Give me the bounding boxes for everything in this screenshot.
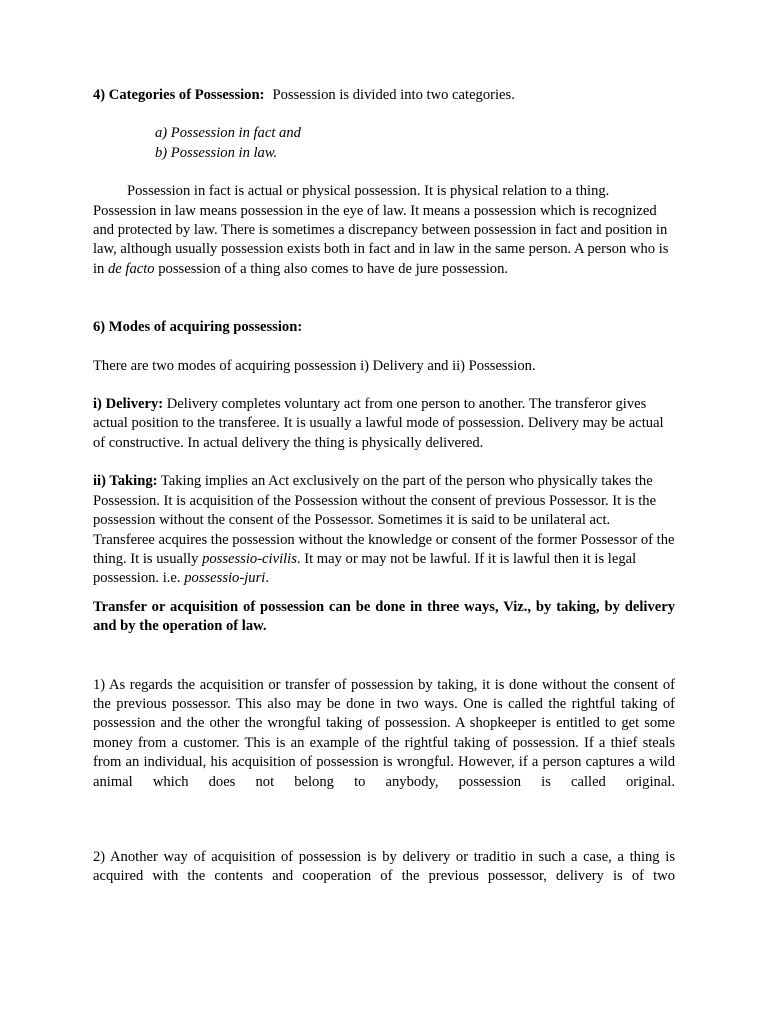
taking-text-2: . It may or may not be lawful. If it is lawful then it is legal possession. i.e. <box>93 550 637 587</box>
taking-text-1: Taking implies an Act exclusively on the part of the person who physically takes the Possession. It is acquisition of the Possession without the consent of previous Possessor. It is the possession without the consent of the Possessor. Sometimes it is said to be unilateral act. Transferee acquires the possession without the knowledge or consent of the former Possessor of the thing. It is usually <box>93 473 675 567</box>
taking-italic-2: possessio-juri <box>184 570 266 587</box>
possession-paragraph-text-2: possession of a thing also comes to have de jure possession. <box>154 260 509 277</box>
section-6-heading: 6) Modes of acquiring possession: <box>93 319 303 336</box>
taking-text-3: . <box>265 570 269 587</box>
delivery-acquisition-paragraph: 2) Another way of acquisition of possession is by delivery or traditio in such a case, a thing is acquired with the contents and cooperation of the previous possessor, delivery is of two <box>93 848 675 885</box>
transfer-bold-paragraph: Transfer or acquisition of possession can be done in three ways, Viz., by taking, by delivery and by the operation of law. <box>93 598 675 635</box>
taking-acquisition-paragraph: 1) As regards the acquisition or transfer of possession by taking, it is done without the consent of the previous possessor. This also may be done in two ways. One is called the rightful taking of possession and the other the wrongful taking of possession. A shopkeeper is entitled to get some money from a customer. This is an example of the rightful taking of possession. If a thief steals from an individual, his acquisition of possession is wrongful. However, if a person captures a wild animal which does not belong to anybody, possession is called original. <box>93 676 675 790</box>
category-item-a: a) Possession in fact and <box>155 125 301 142</box>
section-4-heading: 4) Categories of Possession: <box>93 87 265 103</box>
possession-paragraph <box>93 182 675 279</box>
category-item-b: b) Possession in law. <box>155 144 278 161</box>
possession-paragraph-text-1: Possession in fact is actual or physical possession. It is physical relation to a thing. Possession in law means possession in the eye of law. It means a possession which is recognized and protected by law. There is sometimes a discrepancy between possession in fact and position in law, although usually possession exists both in fact and in law in the same person. A person who is in <box>93 183 669 277</box>
section-4-intro: Possession is divided into two categories. <box>272 87 515 103</box>
delivery-paragraph <box>93 395 675 453</box>
delivery-text: Delivery completes voluntary act from one person to another. The transferor gives actual position to the transferee. It is usually a lawful mode of possession. Delivery may be actual of constructive. In actual delivery the thing is physically delivered. <box>93 396 664 451</box>
possession-paragraph-italic: de facto <box>108 260 155 277</box>
delivery-label: i) Delivery: <box>93 396 164 413</box>
taking-italic-1: possessio-civilis <box>202 550 297 567</box>
taking-paragraph <box>93 472 675 588</box>
section-6-intro: There are two modes of acquiring possession i) Delivery and ii) Possession. <box>93 357 536 374</box>
document-page <box>93 86 675 887</box>
section-4-heading-line <box>93 86 675 105</box>
taking-label: ii) Taking: <box>93 473 158 490</box>
